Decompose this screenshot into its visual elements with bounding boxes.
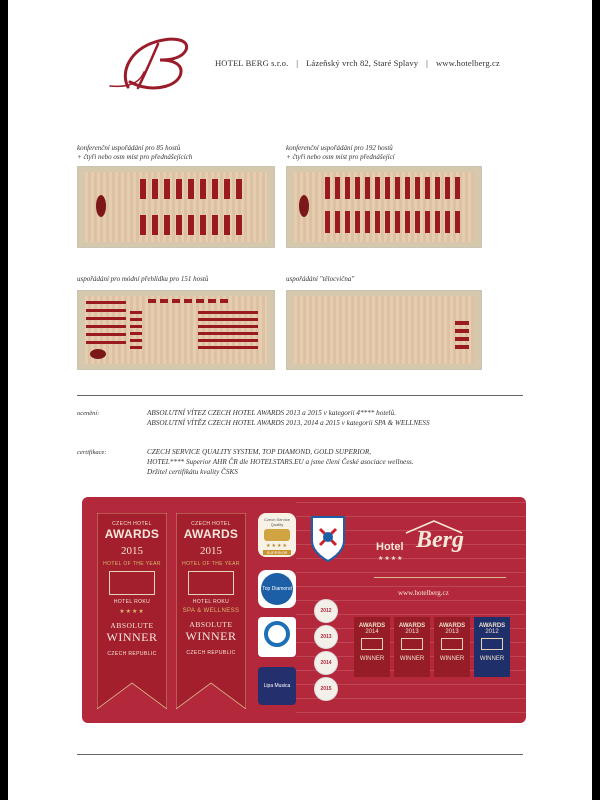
mini-award-4: AWARDS 2012 WINNER [474,617,510,677]
year-badge-2013: 2013 [314,625,338,649]
seat-block [385,211,390,233]
seat-block [148,299,156,303]
year-badge-2015: 2015 [314,677,338,701]
company-address: Lázeňský vrch 82, Staré Splavy [306,58,419,68]
divider-top [77,395,523,396]
year-badge-2014: 2014 [314,651,338,675]
seat-block [200,215,206,235]
seat-block [140,215,146,235]
certificates-text: CZECH SERVICE QUALITY SYSTEM, TOP DIAMOND, GOLD SUPERIOR, HOTEL**** Superior AHR ČR dle HOTELSTARS.EU a jsme členi České asociace wellness. Držitel certifikátu kvality ČSKS [147,448,414,476]
stage-area [96,195,106,217]
building-icon [109,571,155,595]
seat-block [86,341,126,344]
layout-image-2 [286,166,482,248]
seat-block [385,177,390,199]
shield-badge-icon [308,513,348,563]
seat-block [425,211,430,233]
document-page [8,0,592,800]
seat-block [435,177,440,199]
seat-block [198,311,258,314]
mini-award-1: AWARDS 2014 WINNER [354,617,390,677]
seat-block [435,211,440,233]
seat-block [375,177,380,199]
seat-block [188,179,194,199]
seat-block [160,299,168,303]
seat-block [365,177,370,199]
awards-banner [82,497,526,723]
seat-block [224,215,230,235]
seat-block [220,299,228,303]
seat-block [176,179,182,199]
seat-block [208,299,216,303]
seat-block [236,215,242,235]
banner-berg-word: Berg [416,527,464,553]
top-diamond-badge: Top Diamond [258,570,296,608]
hotel-berg-logo [100,32,196,94]
seat-block [325,177,330,199]
seat-block [86,317,126,320]
banner-url[interactable]: www.hotelberg.cz [398,589,449,597]
lipa-musica-badge: Lipa Musica [258,667,296,705]
seat-block [172,299,180,303]
seat-block [455,329,469,333]
seat-block [130,332,142,335]
seat-block [455,211,460,233]
seat-block [130,346,142,349]
seat-block [152,179,158,199]
mini-award-3: AWARDS 2013 WINNER [434,617,470,677]
seat-block [345,177,350,199]
seat-block [152,215,158,235]
seat-block [415,211,420,233]
seat-block [198,325,258,328]
quality-q-badge [258,617,296,657]
company-website[interactable]: www.hotelberg.cz [435,58,500,68]
seat-block [425,177,430,199]
seat-block [355,177,360,199]
seat-block [395,177,400,199]
building-icon [441,638,463,650]
seat-block [455,345,469,349]
seat-block [200,179,206,199]
seat-block [176,215,182,235]
gold-badge-icon [264,529,290,541]
stage-area [299,195,309,217]
seat-block [224,179,230,199]
seat-block [130,339,142,342]
seat-block [86,309,126,312]
seat-block [455,337,469,341]
banner-divider [374,577,506,578]
divider-bottom [77,754,523,755]
building-icon [188,571,234,595]
seat-block [236,179,242,199]
banner-hotel-stars: ★★★★ [378,556,404,562]
seat-block [445,177,450,199]
certificates-label: certifikace: [77,449,107,456]
seat-block [345,211,350,233]
layout-image-4 [286,290,482,370]
layout-caption-2: konferenční uspořádání pro 192 hostů + čtyři nebo osm míst pro přednášející [286,144,395,161]
seat-block [184,299,192,303]
ribbon-1: CZECH HOTEL AWARDS 2015 HOTEL OF THE YEAR HOTEL ROKU ★★★★ ABSOLUTE WINNER CZECH REPUBLIC [103,521,161,657]
seat-block [445,211,450,233]
seat-block [405,211,410,233]
seat-block [86,333,126,336]
q-icon [264,621,290,647]
company-name: HOTEL BERG s.r.o. [215,58,289,68]
seat-block [164,215,170,235]
seat-block [212,215,218,235]
awards-text: ABSOLUTNÍ VÍTEZ CZECH HOTEL AWARDS 2013 a 2015 v kategorii 4**** hotelů. ABSOLUTNÍ VÍTĚZ CZECH HOTEL AWARDS 2013, 2014 a 2015 v kategorii SPA & WELLNESS [147,409,430,427]
header-contact: HOTEL BERG s.r.o. | Lázeňský vrch 82, Staré Splavy | www.hotelberg.cz [215,58,500,68]
building-icon [361,638,383,650]
seat-block [212,179,218,199]
seat-block [325,211,330,233]
layout-caption-1: konferenční uspořádání pro 85 hostů + čtyři nebo osm míst pro přednášejících [77,144,193,161]
seat-block [198,339,258,342]
ribbon-2: CZECH HOTEL AWARDS 2015 HOTEL OF THE YEAR HOTEL ROKU SPA & WELLNESS ABSOLUTE WINNER CZECH REPUBLIC [182,521,240,656]
layout-caption-3: uspořádání pro módní přehlídku pro 151 hostů [77,275,209,283]
building-icon [401,638,423,650]
year-badge-2012: 2012 [314,599,338,623]
seat-block [395,211,400,233]
layout-image-3 [77,290,275,370]
stage-area [90,349,106,359]
banner-hotel-word: Hotel [376,541,404,553]
seat-block [86,325,126,328]
seat-block [196,299,204,303]
layout-caption-4: uspořádání "tělocvična" [286,275,355,283]
seat-block [365,211,370,233]
seat-block [375,211,380,233]
seat-block [355,211,360,233]
seat-block [198,346,258,349]
seat-block [198,332,258,335]
mini-award-2: AWARDS 2013 WINNER [394,617,430,677]
seat-block [198,318,258,321]
seat-block [164,179,170,199]
seat-block [335,177,340,199]
seat-block [405,177,410,199]
layout-image-1 [77,166,275,248]
seat-block [415,177,420,199]
seat-block [86,301,126,304]
seat-block [335,211,340,233]
czech-service-quality-badge: Czech Service Quality ★★★★ SUPERIOR [258,513,296,557]
awards-label: ocenění: [77,410,100,417]
seat-block [130,311,142,314]
building-icon [481,638,503,650]
seat-block [130,325,142,328]
seat-block [130,318,142,321]
seat-block [455,177,460,199]
seat-block [455,321,469,325]
seat-block [140,179,146,199]
seat-block [188,215,194,235]
